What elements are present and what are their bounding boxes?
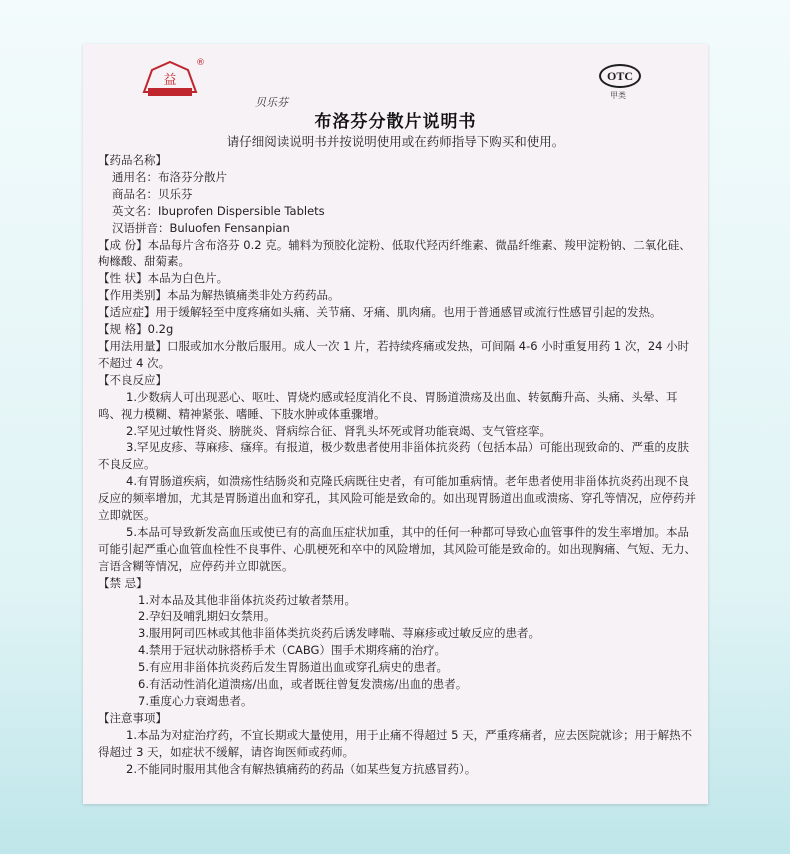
dosage: 【用法用量】口服或加水分散后服用。成人一次 1 片，若持续疼痛或发热，可间隔 4-6 小时重复用药 1 次，24 小时不超过 4 次。 bbox=[98, 338, 690, 370]
adverse-item: 4.有胃肠道疾病，如溃疡性结肠炎和克隆氏病既往史者，有可能加重病情。老年患者使用非甾体抗炎药出现不良反应的频率增加，尤其是胃肠道出血和穿孔，其风险可能是致命的。如出现胃肠道出血或溃疡、穿孔等情况，应停药并立即就医。 bbox=[98, 474, 696, 523]
adverse-item: 1.少数病人可出现恶心、呕吐、胃烧灼感或轻度消化不良、胃肠道溃疡及出血、转氨酶升高、头痛、头晕、耳鸣、视力模糊、精神紧张、嗜睡、下肢水肿或体重骤增。 bbox=[98, 389, 678, 421]
company-logo-icon bbox=[140, 60, 200, 98]
adverse-item: 3.罕见皮疹、荨麻疹、瘙痒。有报道，极少数患者使用非甾体抗炎药（包括本品）可能出现致命的、严重的皮肤不良反应。 bbox=[98, 440, 689, 472]
precaution-item: 2.不能同时服用其他含有解热镇痛药的药品（如某些复方抗感冒药）。 bbox=[126, 761, 477, 776]
brand-name: 贝乐芬 bbox=[255, 96, 288, 109]
contraindication-item: 3.服用阿司匹林或其他非甾体类抗炎药后诱发哮喘、荨麻疹或过敏反应的患者。 bbox=[138, 626, 540, 641]
strength: 【规 格】0.2g bbox=[98, 322, 174, 337]
section-heading-adverse: 【不良反应】 bbox=[98, 372, 167, 387]
otc-category: 甲类 bbox=[610, 91, 626, 100]
description: 【性 状】本品为白色片。 bbox=[98, 271, 229, 286]
english-name: 英文名：Ibuprofen Dispersible Tablets bbox=[112, 203, 325, 218]
registered-mark: ® bbox=[196, 58, 205, 68]
adverse-item: 2.罕见过敏性肾炎、膀胱炎、肾病综合征、肾乳头坏死或肾功能衰竭、支气管痉挛。 bbox=[126, 423, 551, 438]
section-heading-name: 【药品名称】 bbox=[98, 153, 167, 167]
trade-name: 商品名：贝乐芬 bbox=[112, 186, 193, 201]
contraindication-item: 5.有应用非甾体抗炎药后发生胃肠道出血或穿孔病史的患者。 bbox=[138, 660, 448, 675]
precaution-item: 1.本品为对症治疗药，不宜长期或大量使用，用于止痛不得超过 5 天，严重疼痛者，应去医院就诊；用于解热不得超过 3 天，如症状不缓解，请咨询医师或药师。 bbox=[98, 727, 693, 759]
composition: 【成 份】本品每片含布洛芬 0.2 克。辅料为预胶化淀粉、低取代羟丙纤维素、微晶纤维素、羧甲淀粉钠、二氧化硅、枸橼酸、甜菊素。 bbox=[98, 237, 691, 269]
otc-badge: OTC bbox=[599, 64, 641, 88]
section-heading-contraindications: 【禁 忌】 bbox=[98, 575, 148, 590]
generic-name: 通用名：布洛芬分散片 bbox=[112, 169, 227, 184]
contraindication-item: 6.有活动性消化道溃疡/出血，或者既往曾复发溃疡/出血的患者。 bbox=[138, 677, 468, 692]
contraindication-item: 1.对本品及其他非甾体抗炎药过敏者禁用。 bbox=[138, 592, 356, 607]
category: 【作用类别】本品为解热镇痛类非处方药药品。 bbox=[98, 288, 340, 303]
pinyin-name: 汉语拼音：Buluofen Fensanpian bbox=[112, 220, 290, 235]
indications: 【适应症】用于缓解轻至中度疼痛如头痛、关节痛、牙痛、肌肉痛。也用于普通感冒或流行性感冒引起的发热。 bbox=[98, 305, 662, 320]
contraindication-item: 4.禁用于冠状动脉搭桥手术（CABG）围手术期疼痛的治疗。 bbox=[138, 643, 446, 658]
section-heading-precautions: 【注意事项】 bbox=[98, 710, 167, 725]
subtitle: 请仔细阅读说明书并按说明使用或在药师指导下购买和使用。 bbox=[226, 134, 565, 149]
contraindication-item: 7.重度心力衰竭患者。 bbox=[138, 694, 253, 708]
page-title: 布洛芬分散片说明书 bbox=[314, 112, 477, 132]
contraindication-item: 2.孕妇及哺乳期妇女禁用。 bbox=[138, 609, 276, 624]
leaflet-body bbox=[98, 152, 698, 778]
logo-mark: 益 bbox=[163, 73, 177, 88]
adverse-item: 5.本品可导致新发高血压或使已有的高血压症状加重，其中的任何一种都可导致心血管事件的发生率增加。本品可能引起严重心血管血栓性不良事件、心肌梗死和卒中的风险增加，其风险可能是致命的。如出现胸痛、气短、无力、言语含糊等情况，应停药并立即就医。 bbox=[98, 524, 696, 573]
leaflet-paper bbox=[83, 44, 708, 804]
